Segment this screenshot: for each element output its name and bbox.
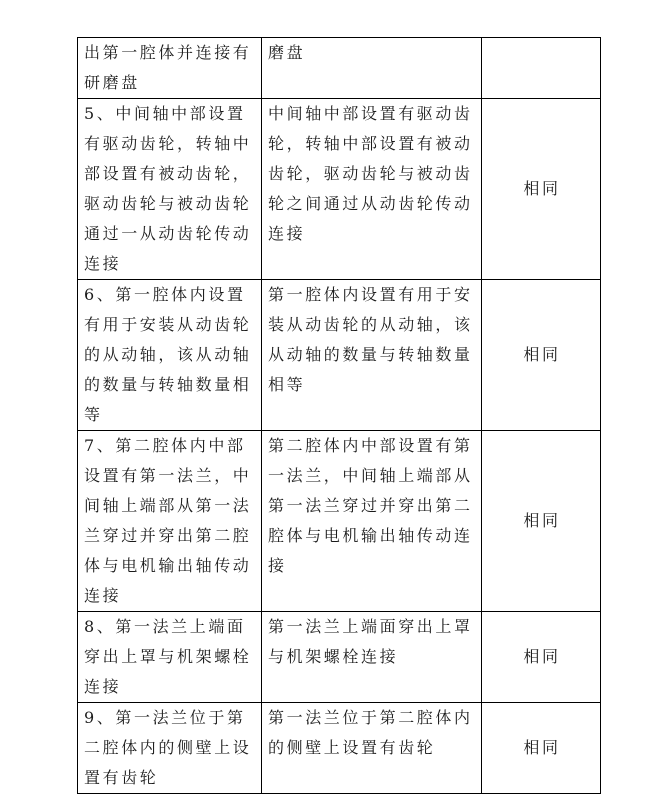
claim-feature-cell: 5、中间轴中部设置有驱动齿轮，转轴中部设置有被动齿轮，驱动齿轮与被动齿轮通过一从动齿轮传动连接 bbox=[78, 99, 262, 280]
reference-feature-cell: 第一腔体内设置有用于安装从动齿轮的从动轴，该从动轴的数量与转轴数量相等 bbox=[262, 280, 482, 431]
claim-feature-cell: 9、第一法兰位于第二腔体内的侧壁上设置有齿轮 bbox=[78, 703, 262, 794]
claim-feature-cell: 8、第一法兰上端面穿出上罩与机架螺栓连接 bbox=[78, 612, 262, 703]
reference-feature-cell: 中间轴中部设置有驱动齿轮，转轴中部设置有被动齿轮，驱动齿轮与被动齿轮之间通过从动齿轮传动连接 bbox=[262, 99, 482, 280]
feature-comparison-table bbox=[77, 37, 601, 794]
table-row bbox=[78, 703, 601, 794]
reference-feature-cell: 第一法兰位于第二腔体内的侧壁上设置有齿轮 bbox=[262, 703, 482, 794]
claim-feature-cell: 7、第二腔体内中部设置有第一法兰，中间轴上端部从第一法兰穿过并穿出第二腔体与电机输出轴传动连接 bbox=[78, 431, 262, 612]
claim-feature-cell: 出第一腔体并连接有研磨盘 bbox=[78, 38, 262, 99]
comparison-result-cell: 相同 bbox=[482, 99, 601, 280]
comparison-result-cell bbox=[482, 38, 601, 99]
comparison-result-cell: 相同 bbox=[482, 703, 601, 794]
claim-feature-cell: 6、第一腔体内设置有用于安装从动齿轮的从动轴，该从动轴的数量与转轴数量相等 bbox=[78, 280, 262, 431]
reference-feature-cell: 第二腔体内中部设置有第一法兰，中间轴上端部从第一法兰穿过并穿出第二腔体与电机输出轴传动连接 bbox=[262, 431, 482, 612]
comparison-result-cell: 相同 bbox=[482, 612, 601, 703]
reference-feature-cell: 第一法兰上端面穿出上罩与机架螺栓连接 bbox=[262, 612, 482, 703]
table-row bbox=[78, 38, 601, 99]
table-row bbox=[78, 280, 601, 431]
table-row bbox=[78, 612, 601, 703]
table-row bbox=[78, 431, 601, 612]
reference-feature-cell: 磨盘 bbox=[262, 38, 482, 99]
table-row bbox=[78, 99, 601, 280]
comparison-result-cell: 相同 bbox=[482, 431, 601, 612]
comparison-result-cell: 相同 bbox=[482, 280, 601, 431]
